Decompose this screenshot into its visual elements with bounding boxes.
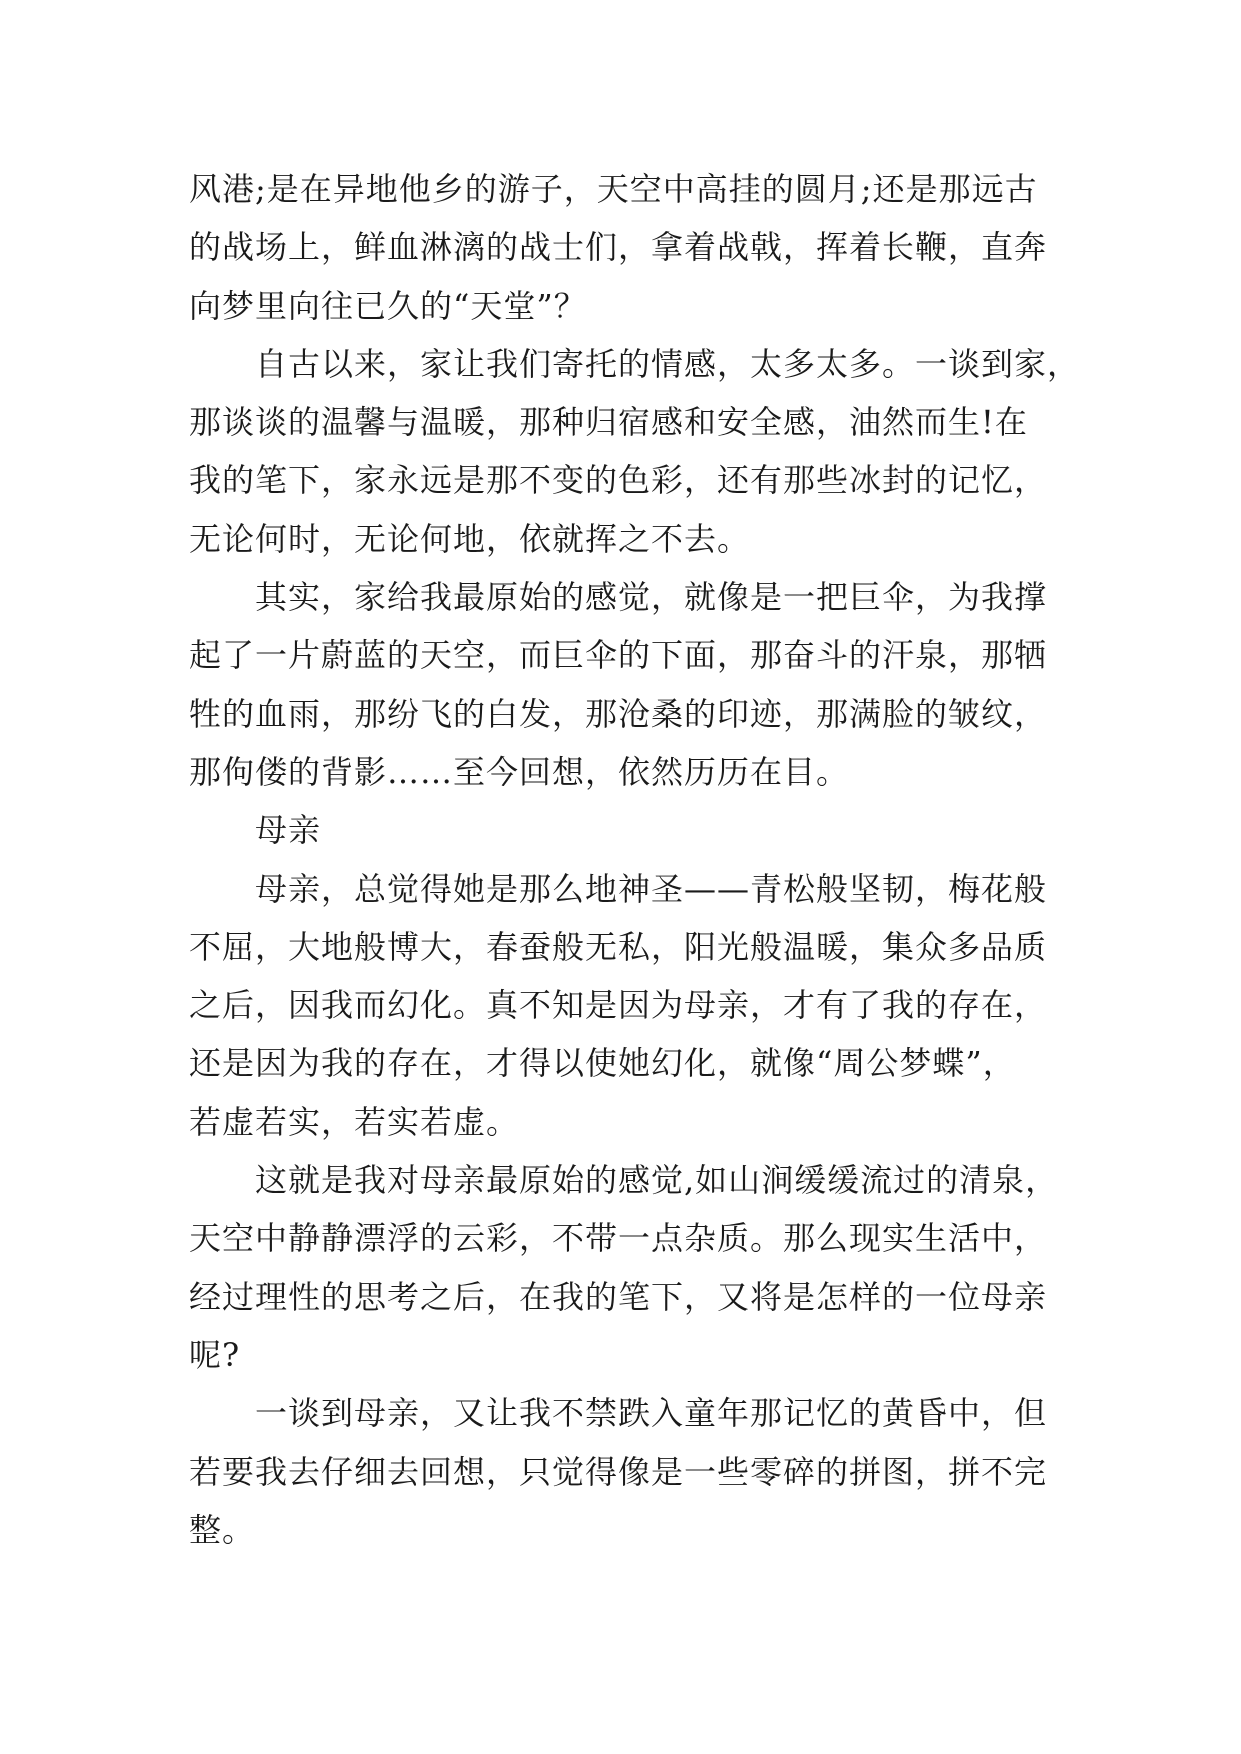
text-line: 自古以来，家让我们寄托的情感，太多太多。一谈到家，	[255, 344, 1081, 383]
text-line: 向梦里向往已久的“天堂”？	[189, 286, 587, 325]
text-line: 牲的血雨，那纷飞的白发，那沧桑的印迹，那满脸的皱纹，	[189, 694, 1048, 733]
text-line: 风港;是在异地他乡的游子，天空中高挂的圆月;还是那远古	[189, 170, 1038, 208]
text-line: 这就是我对母亲最原始的感觉,如山涧缓缓流过的清泉，	[255, 1161, 1059, 1200]
text-line: 那佝偻的背影……至今回想，依然历历在目。	[189, 752, 850, 791]
text-line: 不屈，大地般博大，春蚕般无私，阳光般温暖，集众多品质	[189, 927, 1048, 966]
text-line: 经过理性的思考之后，在我的笔下，又将是怎样的一位母亲	[189, 1277, 1048, 1316]
text-line: 还是因为我的存在，才得以使她幻化，就像“周公梦蝶”，	[189, 1044, 1016, 1083]
text-line: 之后，因我而幻化。真不知是因为母亲，才有了我的存在，	[189, 986, 1048, 1025]
text-line: 的战场上，鲜血淋漓的战士们，拿着战戟，挥着长鞭，直奔	[189, 228, 1048, 267]
text-line: 呢?	[189, 1335, 241, 1374]
text-line: 若要我去仔细去回想，只觉得像是一些零碎的拼图，拼不完	[189, 1452, 1048, 1491]
text-line: 起了一片蔚蓝的天空，而巨伞的下面，那奋斗的汗泉，那牺	[189, 636, 1048, 675]
text-line: 整。	[189, 1510, 256, 1549]
section-heading: 母亲	[255, 811, 322, 850]
text-line: 天空中静静漂浮的云彩，不带一点杂质。那么现实生活中，	[189, 1219, 1048, 1258]
text-line: 那谈谈的温馨与温暖，那种归宿感和安全感，油然而生!在	[189, 403, 1028, 442]
text-line: 母亲，总觉得她是那么地神圣——青松般坚韧，梅花般	[255, 869, 1048, 908]
text-line: 若虚若实，若实若虚。	[189, 1102, 520, 1141]
body-text	[189, 160, 1081, 1559]
text-line: 一谈到母亲，又让我不禁跌入童年那记忆的黄昏中，但	[255, 1394, 1048, 1433]
text-line: 其实，家给我最原始的感觉，就像是一把巨伞，为我撑	[255, 578, 1048, 617]
text-line: 无论何时，无论何地，依就挥之不去。	[189, 519, 751, 558]
text-line: 我的笔下，家永远是那不变的色彩，还有那些冰封的记忆，	[189, 461, 1048, 500]
